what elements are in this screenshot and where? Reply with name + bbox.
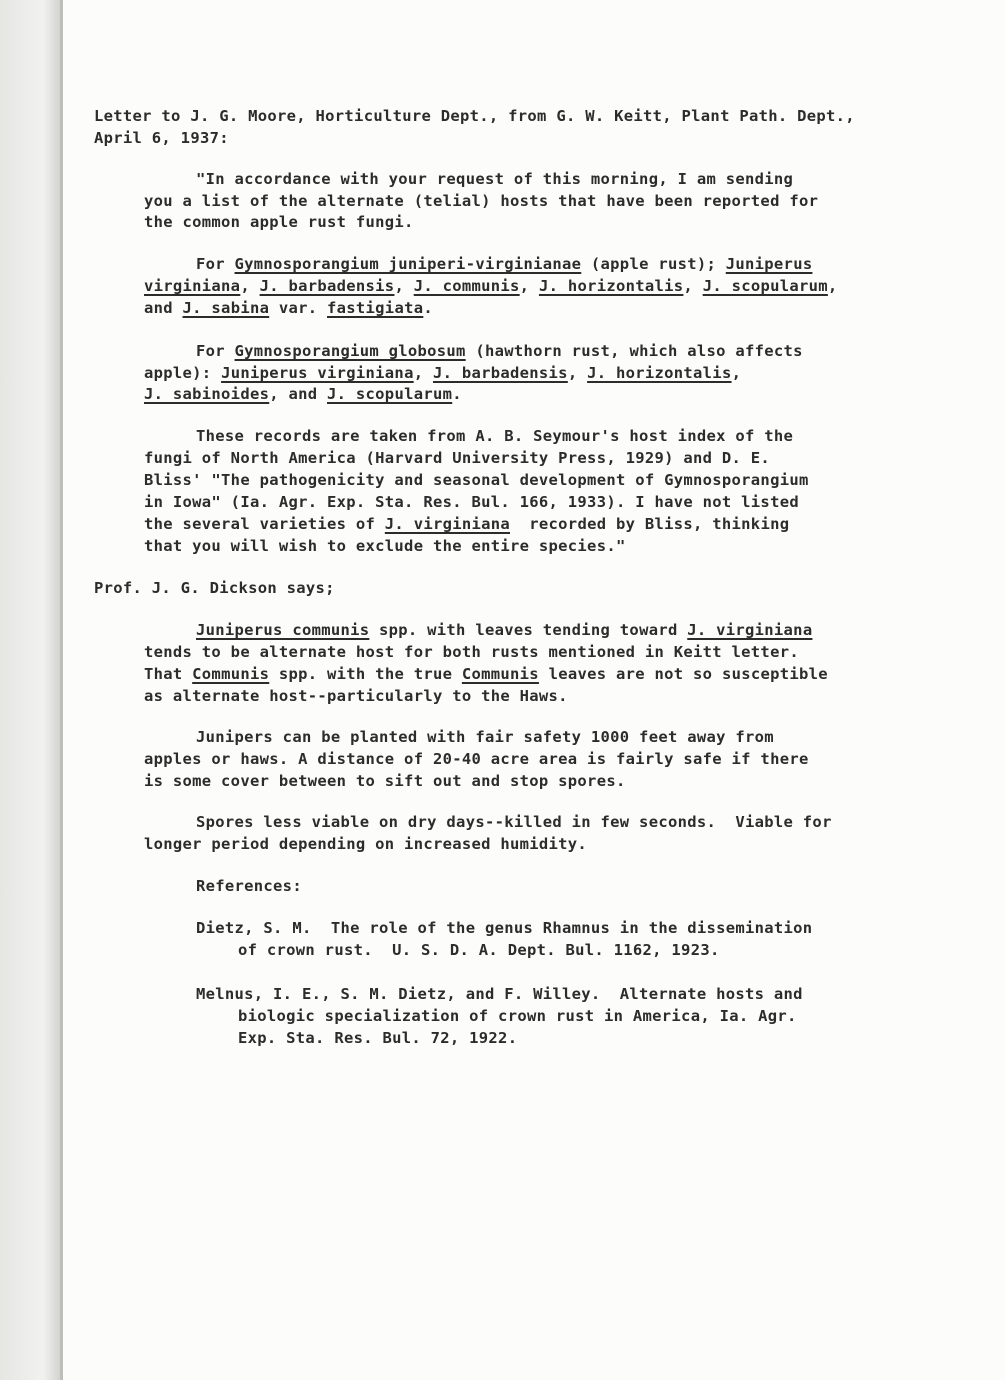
dickson-paragraph-1-line-4: as alternate host--particularly to the Haws.: [144, 687, 568, 705]
underlined-taxon: J. horizontalis: [587, 364, 732, 382]
dickson-paragraph-1-line-2: tends to be alternate host for both rusts mentioned in Keitt letter.: [144, 643, 799, 661]
dickson-paragraph-1-line-3: That Communis spp. with the true Communis leaves are not so susceptible: [144, 665, 828, 683]
letter-paragraph-4-line-2: fungi of North America (Harvard University Press, 1929) and D. E.: [144, 449, 771, 467]
underlined-taxon: J. horizontalis: [538, 277, 684, 295]
letter-paragraph-3-line-2: apple): Juniperus virginiana, J. barbadensis, J. horizontalis,: [144, 364, 742, 382]
underlined-taxon: Communis: [461, 665, 539, 683]
underlined-taxon: Juniperus: [725, 255, 813, 273]
dickson-heading: Prof. J. G. Dickson says;: [94, 579, 335, 597]
underlined-taxon: Juniperus communis: [196, 621, 370, 639]
underlined-taxon: virginiana: [144, 277, 241, 295]
dickson-paragraph-2-line-3: is some cover between to sift out and stop spores.: [144, 772, 626, 790]
reference-1-line-2: of crown rust. U. S. D. A. Dept. Bul. 1162, 1923.: [238, 941, 720, 959]
letter-paragraph-4-line-4: in Iowa" (Ia. Agr. Exp. Sta. Res. Bul. 166, 1933). I have not listed: [144, 493, 799, 511]
underlined-taxon: J. sabinoides: [144, 385, 270, 403]
letter-paragraph-4-line-3: Bliss' "The pathogenicity and seasonal development of Gymnosporangium: [144, 471, 809, 489]
underlined-taxon: J. scopularum: [327, 385, 453, 403]
letter-paragraph-4-line-1: These records are taken from A. B. Seymour's host index of the: [196, 427, 794, 445]
dickson-paragraph-3-line-1: Spores less viable on dry days--killed in few seconds. Viable for: [196, 813, 832, 831]
reference-2-line-1: Melnus, I. E., S. M. Dietz, and F. Willey. Alternate hosts and: [196, 985, 803, 1003]
dickson-paragraph-2-line-1: Junipers can be planted with fair safety 1000 feet away from: [196, 728, 774, 746]
letter-paragraph-1-line-3: the common apple rust fungi.: [144, 213, 414, 231]
underlined-taxon: J. barbadensis: [432, 364, 568, 382]
underlined-taxon: Gymnosporangium juniperi-virginianae: [234, 255, 582, 273]
underlined-taxon: Gymnosporangium globosum: [234, 342, 466, 360]
reference-1-line-1: Dietz, S. M. The role of the genus Rhamnus in the dissemination: [196, 919, 813, 937]
dickson-paragraph-3-line-2: longer period depending on increased humidity.: [144, 835, 588, 853]
letter-paragraph-3-line-1: For Gymnosporangium globosum (hawthorn rust, which also affects: [196, 342, 803, 360]
letter-paragraph-4-line-5: the several varieties of J. virginiana recorded by Bliss, thinking: [144, 515, 790, 533]
dickson-paragraph-1-line-1: Juniperus communis spp. with leaves tending toward J. virginiana: [196, 621, 813, 639]
letter-paragraph-1-line-2: you a list of the alternate (telial) hosts that have been reported for: [144, 192, 819, 210]
letter-paragraph-2-line-1: For Gymnosporangium juniperi-virginianae (apple rust); Juniperus: [196, 255, 813, 273]
letter-heading-line-2: April 6, 1937:: [94, 129, 229, 147]
book-binding-edge: [0, 0, 62, 1380]
letter-paragraph-2-line-3: and J. sabina var. fastigiata.: [144, 299, 433, 317]
underlined-taxon: J. sabina: [182, 299, 270, 317]
underlined-taxon: Communis: [192, 665, 270, 683]
underlined-taxon: Juniperus virginiana: [221, 364, 414, 382]
underlined-taxon: fastigiata: [327, 299, 424, 317]
dickson-paragraph-2-line-2: apples or haws. A distance of 20-40 acre area is fairly safe if there: [144, 750, 809, 768]
letter-paragraph-4-line-6: that you will wish to exclude the entire species.": [144, 537, 626, 555]
underlined-taxon: J. scopularum: [702, 277, 828, 295]
underlined-taxon: J. virginiana: [687, 621, 813, 639]
reference-2-line-2: biologic specialization of crown rust in America, Ia. Agr.: [238, 1007, 797, 1025]
letter-heading-line-1: Letter to J. G. Moore, Horticulture Dept., from G. W. Keitt, Plant Path. Dept.,: [94, 107, 855, 125]
reference-2-line-3: Exp. Sta. Res. Bul. 72, 1922.: [238, 1029, 518, 1047]
underlined-taxon: J. barbadensis: [259, 277, 395, 295]
underlined-taxon: J. virginiana: [384, 515, 511, 533]
letter-paragraph-1-line-1: "In accordance with your request of this morning, I am sending: [196, 170, 794, 188]
underlined-taxon: J. communis: [413, 277, 520, 295]
references-heading: References:: [196, 877, 302, 895]
letter-paragraph-2-line-2: virginiana, J. barbadensis, J. communis, J. horizontalis, J. scopularum,: [144, 277, 838, 295]
letter-paragraph-3-line-3: J. sabinoides, and J. scopularum.: [144, 385, 462, 403]
